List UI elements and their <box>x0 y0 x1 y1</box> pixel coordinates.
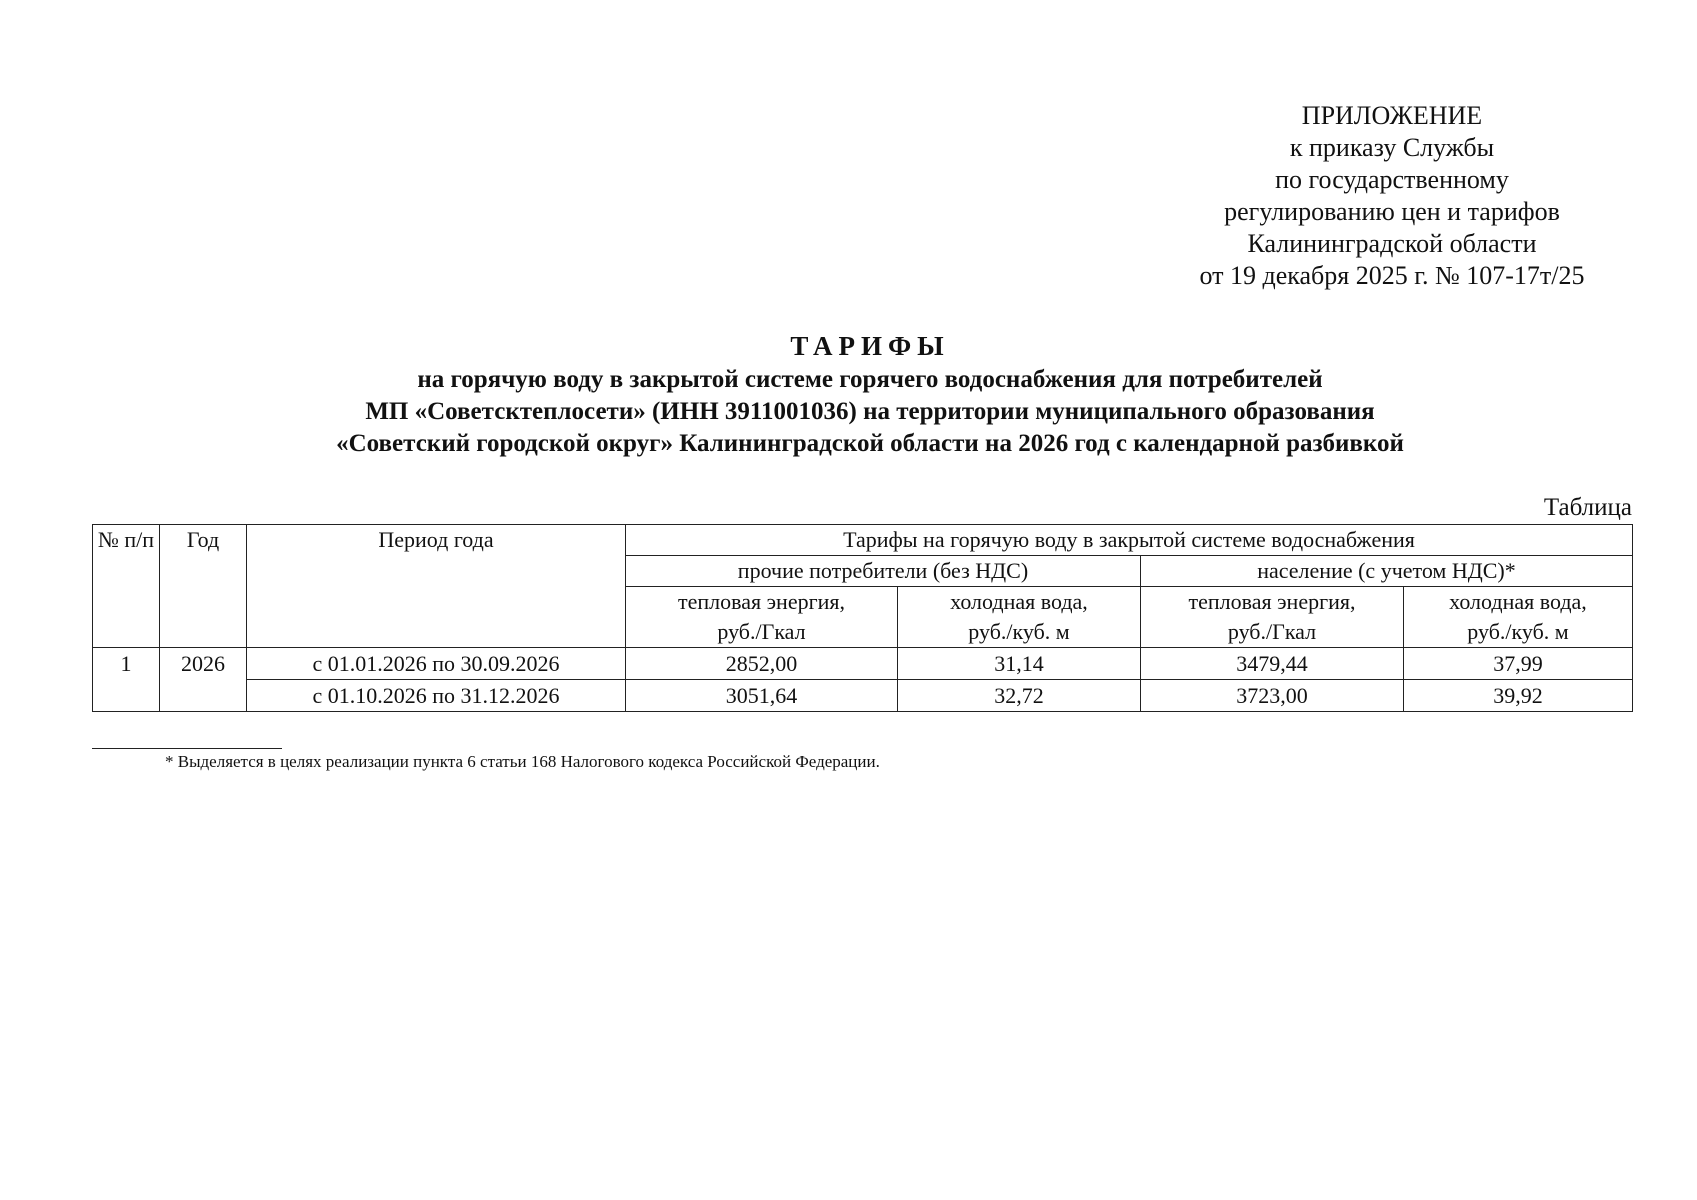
header-num-label: № п/п <box>97 527 155 552</box>
title-main: ТАРИФЫ <box>790 331 950 361</box>
table-row <box>93 680 1633 712</box>
title-line: «Советский городской округ» Калининградской области на 2026 год с календарной разбивкой <box>336 430 1404 457</box>
cell-other-heat: 3051,64 <box>626 680 898 712</box>
tariffs-table <box>92 524 1633 712</box>
appendix-line: Калининградской области <box>1247 229 1537 258</box>
header-group: Тарифы на горячую воду в закрытой системе водоснабжения <box>626 525 1633 556</box>
cell-other-cold: 32,72 <box>898 680 1141 712</box>
table-row <box>93 648 1633 680</box>
cell-period: с 01.10.2026 по 31.12.2026 <box>247 680 626 712</box>
header-heat-line2: руб./Гкал <box>717 619 806 644</box>
footnote: * Выделяется в целях реализации пункта 6 статьи 168 Налогового кодекса Российской Федерации. <box>165 752 880 771</box>
header-cold-line1: холодная вода, <box>1449 589 1587 614</box>
appendix-line: регулированию цен и тарифов <box>1224 197 1560 226</box>
header-cold-line2: руб./куб. м <box>968 619 1070 644</box>
appendix-title: ПРИЛОЖЕНИЕ <box>1301 101 1483 130</box>
header-cold-line2: руб./куб. м <box>1467 619 1569 644</box>
header-heat <box>626 587 898 648</box>
cell-other-heat: 2852,00 <box>626 648 898 680</box>
appendix-line: по государственному <box>1275 165 1509 194</box>
cell-num: 1 <box>93 648 160 712</box>
header-heat-line2: руб./Гкал <box>1227 619 1317 644</box>
cell-pop-cold: 39,92 <box>1404 680 1633 712</box>
title-line: МП «Советсктеплосети» (ИНН 3911001036) на территории муниципального образования <box>365 398 1375 425</box>
header-cold <box>898 587 1141 648</box>
cell-year: 2026 <box>160 648 247 712</box>
cell-pop-cold: 37,99 <box>1404 648 1633 680</box>
header-heat-line1: тепловая энергия, <box>1188 589 1356 614</box>
header-year: Год <box>160 525 247 648</box>
cell-pop-heat: 3723,00 <box>1141 680 1404 712</box>
header-heat-line1: тепловая энергия, <box>677 589 845 614</box>
cell-other-cold: 31,14 <box>898 648 1141 680</box>
cell-period: с 01.01.2026 по 30.09.2026 <box>247 648 626 680</box>
header-heat <box>1141 587 1404 648</box>
header-num <box>93 525 160 648</box>
footnote-divider <box>92 748 282 749</box>
header-other-consumers: прочие потребители (без НДС) <box>626 556 1141 587</box>
document-title <box>90 330 1650 460</box>
header-cold-line1: холодная вода, <box>950 589 1088 614</box>
appendix-order-date: от 19 декабря 2025 г. № 107-17т/25 <box>1199 261 1585 290</box>
header-cold <box>1404 587 1633 648</box>
header-row <box>93 525 1633 556</box>
header-period: Период года <box>247 525 626 648</box>
header-population: население (с учетом НДС)* <box>1141 556 1633 587</box>
cell-pop-heat: 3479,44 <box>1141 648 1404 680</box>
table-caption: Таблица <box>1543 494 1632 521</box>
appendix-line: к приказу Службы <box>1289 133 1495 162</box>
title-line: на горячую воду в закрытой системе горячего водоснабжения для потребителей <box>417 366 1323 393</box>
appendix-header <box>1157 100 1627 292</box>
